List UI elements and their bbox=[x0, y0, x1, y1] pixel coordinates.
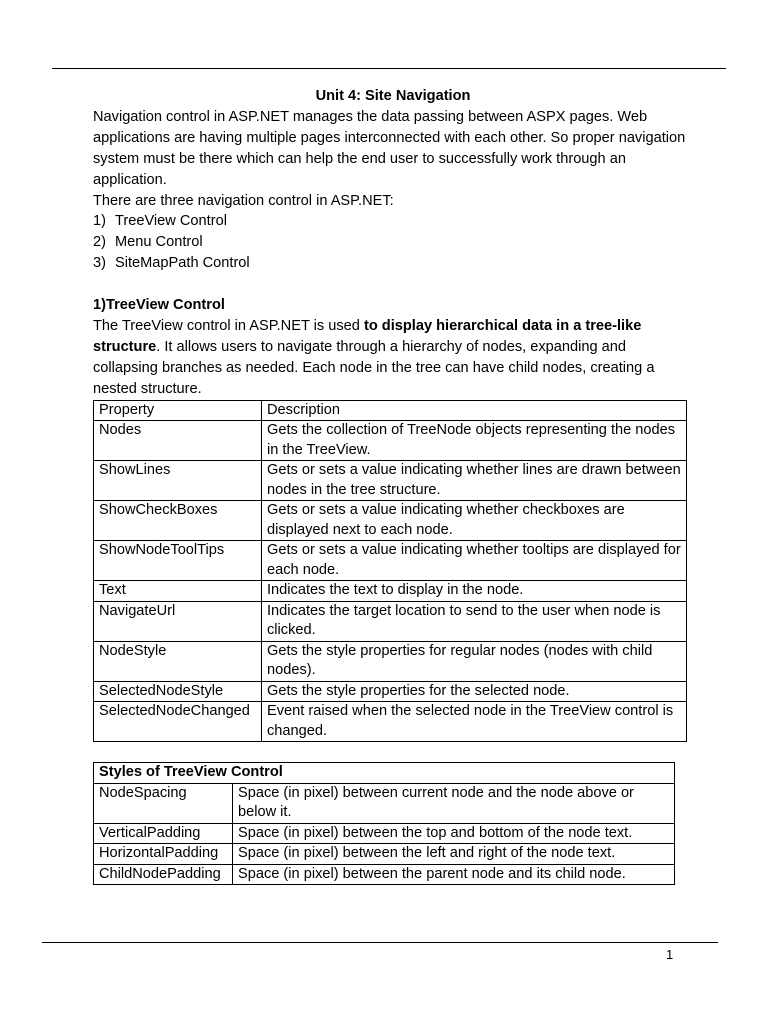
table-cell: Event raised when the selected node in the TreeView control is changed. bbox=[262, 702, 687, 742]
table-cell: Space (in pixel) between the left and right of the node text. bbox=[233, 844, 675, 865]
table-row bbox=[94, 681, 687, 702]
table-cell: Gets or sets a value indicating whether checkboxes are displayed next to each node. bbox=[262, 501, 687, 541]
table-cell: Indicates the text to display in the node. bbox=[262, 581, 687, 602]
table-cell: ShowLines bbox=[94, 461, 262, 501]
table-cell: Text bbox=[94, 581, 262, 602]
table-cell: NodeSpacing bbox=[94, 783, 233, 823]
table-row bbox=[94, 501, 687, 541]
table-cell: SelectedNodeChanged bbox=[94, 702, 262, 742]
table-cell: Gets the collection of TreeNode objects representing the nodes in the TreeView. bbox=[262, 421, 687, 461]
table-row bbox=[94, 601, 687, 641]
intro-paragraph: Navigation control in ASP.NET manages the data passing between ASPX pages. Web applications are having multiple pages interconnected with each other. So proper navigation system must be there which can help the end user to successfully work through an application. bbox=[93, 108, 686, 188]
table-header-row bbox=[94, 763, 675, 784]
navigation-controls-list bbox=[93, 211, 693, 274]
table-row bbox=[94, 541, 687, 581]
table-cell: Space (in pixel) between current node and the node above or below it. bbox=[233, 783, 675, 823]
styles-table bbox=[93, 762, 675, 885]
table-cell: Nodes bbox=[94, 421, 262, 461]
styles-table-heading: Styles of TreeView Control bbox=[94, 763, 675, 784]
table-row bbox=[94, 864, 675, 885]
table-cell: SelectedNodeStyle bbox=[94, 681, 262, 702]
treeview-paragraph: The TreeView control in ASP.NET is used to display hierarchical data in a tree-like structure. It allows users to navigate through a hierarchy of nodes, expanding and collapsing branches as needed. Each node in the tree can have child nodes, creating a nested structure. bbox=[93, 317, 655, 397]
table-cell: Gets or sets a value indicating whether lines are drawn between nodes in the tree structure. bbox=[262, 461, 687, 501]
list-item: 3) SiteMapPath Control bbox=[93, 255, 250, 272]
list-intro: There are three navigation control in ASP.NET: bbox=[93, 192, 394, 209]
table-cell: Space (in pixel) between the top and bottom of the node text. bbox=[233, 823, 675, 844]
header-rule bbox=[52, 68, 726, 69]
table-row bbox=[94, 702, 687, 742]
table-header-row bbox=[94, 400, 687, 421]
page-number: 1 bbox=[666, 947, 674, 962]
table-row bbox=[94, 783, 675, 823]
properties-table bbox=[93, 400, 687, 743]
table-cell: HorizontalPadding bbox=[94, 844, 233, 865]
table-cell: ChildNodePadding bbox=[94, 864, 233, 885]
header-cell: Description bbox=[262, 400, 687, 421]
table-row bbox=[94, 823, 675, 844]
table-cell: Gets the style properties for regular nodes (nodes with child nodes). bbox=[262, 641, 687, 681]
table-cell: ShowNodeToolTips bbox=[94, 541, 262, 581]
table-cell: ShowCheckBoxes bbox=[94, 501, 262, 541]
table-cell: Gets or sets a value indicating whether tooltips are displayed for each node. bbox=[262, 541, 687, 581]
table-row bbox=[94, 844, 675, 865]
table-cell: Indicates the target location to send to the user when node is clicked. bbox=[262, 601, 687, 641]
table-row bbox=[94, 581, 687, 602]
footer-rule bbox=[42, 942, 718, 943]
table-cell: VerticalPadding bbox=[94, 823, 233, 844]
list-item: 2) Menu Control bbox=[93, 234, 203, 251]
header-cell: Property bbox=[94, 400, 262, 421]
table-row bbox=[94, 421, 687, 461]
section-heading-treeview: 1)TreeView Control bbox=[93, 297, 225, 314]
table-cell: Space (in pixel) between the parent node and its child node. bbox=[233, 864, 675, 885]
table-row bbox=[94, 641, 687, 681]
table-cell: NodeStyle bbox=[94, 641, 262, 681]
table-cell: Gets the style properties for the selected node. bbox=[262, 681, 687, 702]
table-cell: NavigateUrl bbox=[94, 601, 262, 641]
table-row bbox=[94, 461, 687, 501]
document-body bbox=[93, 86, 693, 885]
page-title: Unit 4: Site Navigation bbox=[315, 88, 471, 104]
list-item: 1) TreeView Control bbox=[93, 213, 227, 230]
